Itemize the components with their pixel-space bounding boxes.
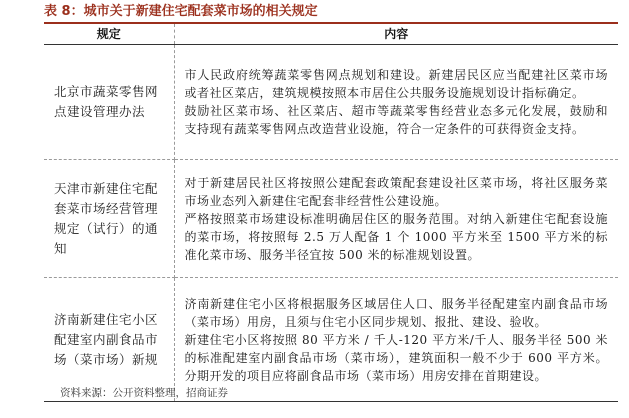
table-title: 表 8：城市关于新建住宅配套菜市场的相关规定 (44, 4, 318, 19)
source-note: 资料来源：公开资料整理，招商证券 (60, 387, 228, 399)
header-content: 内容 (174, 24, 618, 45)
regulations-table (44, 24, 618, 402)
table-row (44, 45, 618, 160)
regulation-content (174, 160, 618, 278)
content-paragraph: 市人民政府统筹蔬菜零售网点规划和建设。新建居民区应当配建社区菜市场或者社区菜店，建筑规模按照本市居住公共服务设施规划设计指标确定。 (184, 68, 608, 100)
header-row (44, 24, 618, 45)
content-paragraph: 鼓励社区菜市场、社区菜店、超市等蔬菜零售经营业态多元化发展，鼓励和支持现有蔬菜零售网点改造营业设施，符合一定条件的可获得资金支持。 (184, 104, 608, 136)
content-paragraph: 济南新建住宅小区将根据服务区域居住人口、服务半径配建室内副食品市场（菜市场）用房，且须与住宅小区同步规划、报批、建设、验收。 (184, 296, 608, 329)
header-regulation: 规定 (44, 24, 174, 45)
table-row (44, 160, 618, 278)
regulation-content (174, 278, 618, 402)
table-row (44, 278, 618, 402)
content-paragraph: 严格按照菜市场建设标准明确居住区的服务范围。对纳入新建住宅配套设施的菜市场，将按照每 2.5 万人配备 1 个 1000 平方米至 1500 平方米的标准化菜市场、服务半径宜按 500 米的标准规划设置。 (184, 211, 608, 262)
regulation-name: 北京市蔬菜零售网点建设管理办法 (44, 45, 174, 160)
content-paragraph: 新建住宅小区将按照 80 平方米 / 千人-120 平方米/千人、服务半径 500 米的标准配建室内副食品市场（菜市场），建筑面积一般不少于 600 平方米。分期开发的项目应将副食品市场（菜市场）用房安排在首期建设。 (184, 332, 608, 383)
regulation-name: 天津市新建住宅配套菜市场经营管理规定（试行）的通知 (44, 160, 174, 278)
regulation-name: 济南新建住宅小区配建室内副食品市场（菜市场）新规 (44, 278, 174, 402)
regulation-content (174, 45, 618, 160)
content-paragraph: 对于新建居民社区将按照公建配套政策配套建设社区菜市场，将社区服务菜市场业态列入新建住宅配套非经营性公建设施。 (184, 175, 608, 208)
